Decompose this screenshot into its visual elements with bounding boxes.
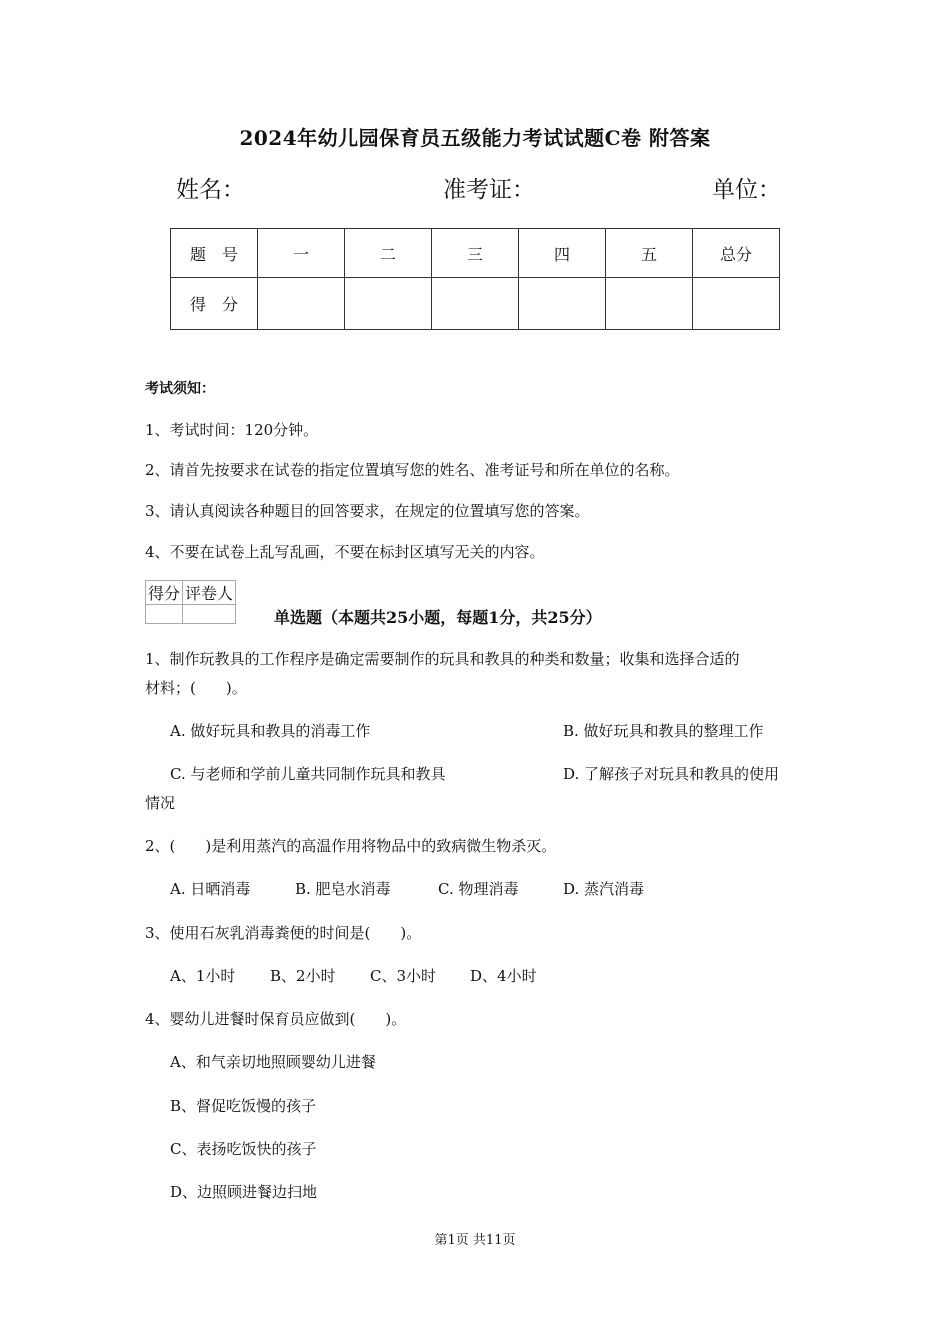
- unit-field-label: 单位：: [712, 177, 781, 203]
- document-title: 2024年幼儿园保育员五级能力考试试题C卷 附答案: [239, 126, 711, 150]
- option-a: A. 做好玩具和教具的消毒工作: [170, 722, 371, 740]
- section-title: 单选题（本题共25小题，每题1分，共25分）: [274, 608, 602, 627]
- score-table-header-cell: 五: [606, 229, 693, 278]
- score-table-header-row: [171, 229, 780, 278]
- option-d: D、边照顾进餐边扫地: [170, 1183, 318, 1201]
- question-stem: 3、使用石灰乳消毒粪便的时间是( )。: [145, 924, 422, 942]
- option-b: B. 肥皂水消毒: [295, 880, 391, 898]
- score-cell[interactable]: [345, 278, 432, 330]
- score-cell[interactable]: [432, 278, 519, 330]
- grader-reviewer-cell[interactable]: [183, 605, 236, 624]
- score-cell[interactable]: [258, 278, 345, 330]
- option-d: D、4小时: [470, 967, 537, 985]
- option-b: B. 做好玩具和教具的整理工作: [563, 722, 764, 740]
- score-table: [170, 228, 780, 330]
- score-table-header-cell: 总分: [693, 229, 780, 278]
- question-stem-continued: 材料；( )。: [145, 679, 247, 697]
- notice-item: 2、请首先按要求在试卷的指定位置填写您的姓名、准考证号和所在单位的名称。: [145, 461, 680, 479]
- score-table-header-cell: 四: [519, 229, 606, 278]
- grader-score-label: 得分: [146, 581, 183, 605]
- question-stem: 1、制作玩教具的工作程序是确定需要制作的玩具和教具的种类和数量；收集和选择合适的: [145, 650, 740, 668]
- option-b: B、督促吃饭慢的孩子: [170, 1097, 317, 1115]
- grader-reviewer-label: 评卷人: [183, 581, 236, 605]
- score-table-header-cell: 一: [258, 229, 345, 278]
- option-d: D. 蒸汽消毒: [563, 880, 645, 898]
- option-d: D. 了解孩子对玩具和教具的使用: [563, 765, 780, 783]
- option-a: A、和气亲切地照顾婴幼儿进餐: [170, 1053, 376, 1071]
- grader-box: [145, 580, 236, 624]
- score-cell[interactable]: [519, 278, 606, 330]
- question-stem: 2、( )是利用蒸汽的高温作用将物品中的致病微生物杀灭。: [145, 837, 557, 855]
- notice-item: 1、考试时间：120分钟。: [145, 421, 319, 439]
- name-field-label: 姓名：: [176, 177, 245, 203]
- option-d-continued: 情况: [145, 794, 176, 812]
- score-table-score-row: [171, 278, 780, 330]
- score-table-header-cell: 三: [432, 229, 519, 278]
- question-stem: 4、婴幼儿进餐时保育员应做到( )。: [145, 1010, 407, 1028]
- score-cell[interactable]: [606, 278, 693, 330]
- score-table-header-cell: 题 号: [171, 229, 258, 278]
- page-footer: 第1页 共11页: [434, 1233, 516, 1248]
- score-table-header-cell: 二: [345, 229, 432, 278]
- notice-heading: 考试须知：: [145, 381, 215, 397]
- option-b: B、2小时: [270, 967, 336, 985]
- score-row-label: 得 分: [171, 278, 258, 330]
- notice-item: 3、请认真阅读各种题目的回答要求，在规定的位置填写您的答案。: [145, 502, 590, 520]
- notice-item: 4、不要在试卷上乱写乱画，不要在标封区填写无关的内容。: [145, 543, 545, 561]
- option-a: A. 日晒消毒: [170, 880, 251, 898]
- option-c: C. 物理消毒: [438, 880, 519, 898]
- option-a: A、1小时: [170, 967, 236, 985]
- score-cell[interactable]: [693, 278, 780, 330]
- option-c: C. 与老师和学前儿童共同制作玩具和教具: [170, 765, 446, 783]
- exam-number-field-label: 准考证：: [443, 177, 535, 203]
- option-c: C、表扬吃饭快的孩子: [170, 1140, 317, 1158]
- grader-score-cell[interactable]: [146, 605, 183, 624]
- option-c: C、3小时: [370, 967, 437, 985]
